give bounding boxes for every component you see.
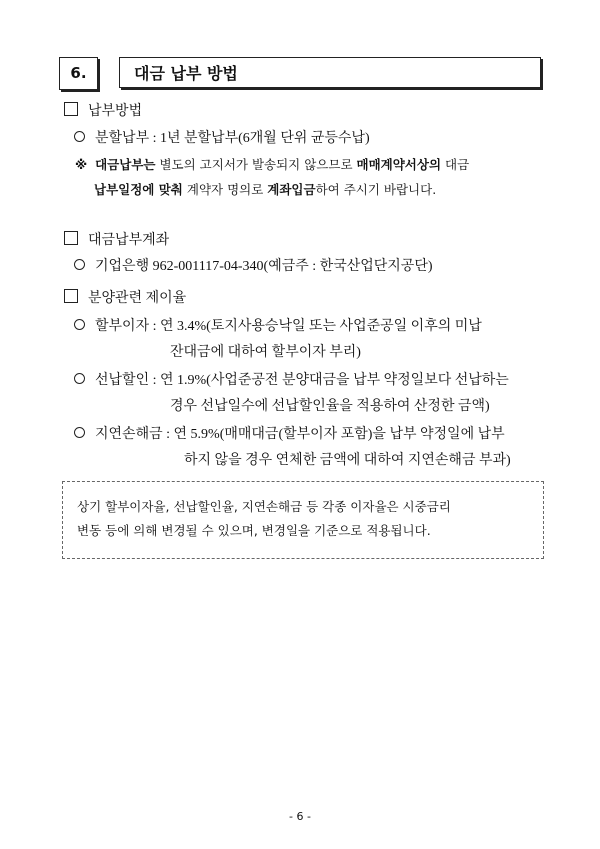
circle-bullet-icon [74, 319, 85, 330]
payment-method-heading: 납부방법 [64, 100, 142, 120]
checkbox-icon [64, 231, 78, 245]
rate-item-interest-cont: 잔대금에 대하여 할부이자 부리) [170, 345, 361, 360]
circle-bullet-icon [74, 373, 85, 384]
page-number: - 6 - [289, 810, 311, 823]
checkbox-icon [64, 102, 78, 116]
section-header [59, 57, 543, 90]
rate-item-discount: 선납할인 : 연 1.9%(사업준공전 분양대금을 납부 약정일보다 선납하는 [74, 369, 509, 389]
note-mark: ※ [75, 157, 88, 172]
circle-bullet-icon [74, 131, 85, 142]
rate-item-late-fee-cont: 하지 않을 경우 연체한 금액에 대하여 지연손해금 부과) [184, 453, 511, 468]
circle-bullet-icon [74, 259, 85, 270]
notice-box [62, 481, 544, 559]
payment-note-line1: ※ 대금납부는 별도의 고지서가 발송되지 않으므로 매매계약서상의 대금 [75, 157, 470, 172]
payment-note-line2: 납부일정에 맞춰 계약자 명의로 계좌입금하여 주시기 바랍니다. [94, 182, 437, 197]
notice-line2: 변동 등에 의해 변경될 수 있으며, 변경일을 기준으로 적용됩니다. [77, 523, 431, 538]
payment-method-item: 분할납부 : 1년 분할납부(6개월 단위 균등수납) [74, 127, 370, 147]
rate-item-discount-cont: 경우 선납일수에 선납할인율을 적용하여 산정한 금액) [170, 399, 490, 414]
section-number: 6. [59, 57, 98, 90]
account-heading: 대금납부계좌 [64, 229, 169, 249]
checkbox-icon [64, 289, 78, 303]
section-title: 대금 납부 방법 [119, 57, 541, 88]
notice-line1: 상기 할부이자율, 선납할인율, 지연손해금 등 각종 이자율은 시중금리 [77, 499, 451, 514]
rates-heading: 분양관련 제이율 [64, 287, 186, 307]
circle-bullet-icon [74, 427, 85, 438]
account-item: 기업은행 962-001117-04-340(예금주 : 한국산업단지공단) [74, 255, 433, 275]
rate-item-late-fee: 지연손해금 : 연 5.9%(매매대금(할부이자 포함)을 납부 약정일에 납부 [74, 423, 505, 443]
rate-item-interest: 할부이자 : 연 3.4%(토지사용승낙일 또는 사업준공일 이후의 미납 [74, 315, 482, 335]
